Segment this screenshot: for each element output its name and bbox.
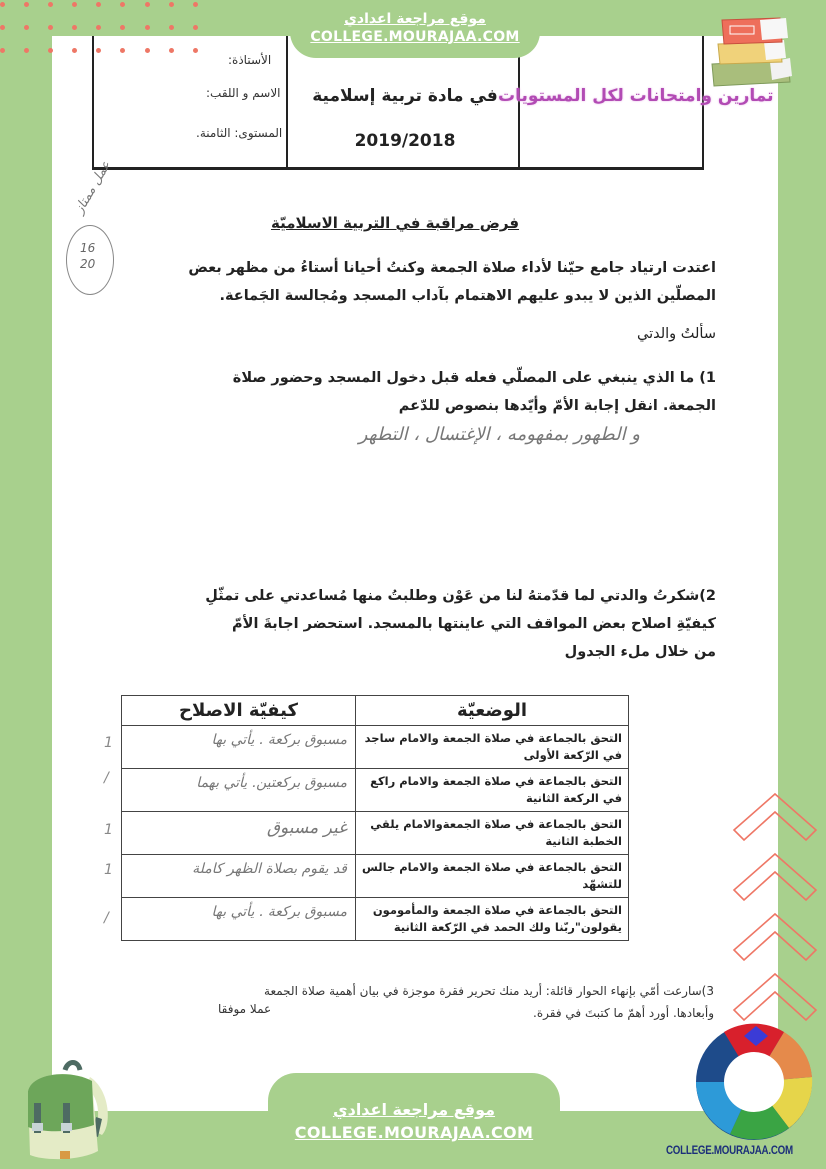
exam-title: فرض مراقبة في التربية الاسلاميّة <box>270 214 520 232</box>
question-2-line-2: كيفيّةِ اصلاح بعض المواقف التي عاينتها بالمسجد. استحضر اجابةَ الأمّ <box>232 616 716 632</box>
backpack-icon <box>10 1055 115 1165</box>
situation-cell: التحق بالجماعة في صلاة الجمعة والمأمومون يقولون"ربّنا ولك الحمد في الرّكعة الثانية <box>356 898 629 941</box>
question-1-line-1: 1) ما الذي ينبغي على المصلّي فعله قبل دخول المسجد وحضور صلاة <box>232 370 716 386</box>
grade-score <box>80 240 95 272</box>
fix-cell-handwritten: غير مسبوق <box>122 812 356 855</box>
wheel-site-url[interactable]: COLLEGE.MOURAJAA.COM <box>666 1145 793 1157</box>
fix-cell-handwritten: قد يقوم بصلاة الظهر كاملة <box>122 855 356 898</box>
question-2-line-1: 2)شكرتُ والدتي لما قدّمتهُ لنا من عَوْن وطلبتُ منها مُساعدتي على تمثّلِ <box>205 588 716 604</box>
promo-text: تمارين وامتحانات لكل المستويات <box>498 86 774 106</box>
row-mark: / <box>104 910 109 926</box>
fix-cell-handwritten: مسبوق بركعتين. يأتي بهما <box>122 769 356 812</box>
row-mark: / <box>104 770 109 786</box>
site-banner-bottom[interactable] <box>268 1073 560 1169</box>
situation-cell: التحق بالجماعة في صلاة الجمعة والامام ساجد في الرّكعة الأولى <box>356 726 629 769</box>
table-header-row <box>122 696 629 726</box>
books-icon <box>700 12 800 92</box>
school-year: 2019/2018 <box>354 131 456 151</box>
site-name-ar-bottom[interactable]: موقع مراجعة اعدادي <box>332 1100 496 1119</box>
question-3 <box>214 980 714 1024</box>
level-label: المستوى: الثامنة. <box>196 126 283 140</box>
question-3-line-2: وأبعادها. أورد أهمّ ما كتبتَ في فقرة. <box>533 1006 714 1020</box>
paper-page <box>52 36 778 1111</box>
fix-cell-handwritten: مسبوق بركعة . يأتي بها <box>122 726 356 769</box>
situations-table <box>121 695 629 941</box>
subjects-wheel-logo <box>694 1022 814 1142</box>
fix-cell-handwritten: مسبوق بركعة . يأتي بها <box>122 898 356 941</box>
question-1-line-2: الجمعة. انقل إجابة الأمّ وأيّدها بنصوص للدّعم <box>398 398 716 414</box>
column-header-situation: الوضعيّة <box>356 696 629 726</box>
column-header-fix: كيفيّة الاصلاح <box>122 696 356 726</box>
table-row <box>122 769 629 812</box>
situation-cell: التحق بالجماعة في صلاة الجمعة والامام راكع في الركعة الثانية <box>356 769 629 812</box>
intro-line-1: اعتدت ارتياد جامع حيّنا لأداء صلاة الجمعة وكنتُ أحيانا أستاءُ من مظهر بعض <box>188 260 716 276</box>
situation-cell: التحق بالجماعة في صلاة الجمعةوالامام يلقي الخطبة الثانية <box>356 812 629 855</box>
answer-1-handwritten: و الطهور بمفهومه ، الإغتسال ، التطهر <box>358 424 640 445</box>
table-row <box>122 726 629 769</box>
site-name-ar[interactable]: موقع مراجعة اعدادي <box>344 11 486 27</box>
question-3-line-1: 3)سارعت أمّي بإنهاء الحوار قائلة: أريد منك تحرير فقرة موجزة في بيان أهمية صلاة الجمعة <box>264 984 714 998</box>
closing-wish: عملا موفقا <box>218 1002 272 1016</box>
question-2-line-3: من خلال ملء الجدول <box>564 644 716 660</box>
table-row <box>122 812 629 855</box>
intro-line-2: المصلّين الذين لا يبدو عليهم الاهتمام بآداب المسجد ومُجالسة الجَماعة. <box>219 288 716 304</box>
score-value: 16 <box>80 241 96 255</box>
site-url[interactable]: COLLEGE.MOURAJAA.COM <box>310 29 520 45</box>
table-row <box>122 898 629 941</box>
asked-mother: سألتُ والدتي <box>636 326 716 342</box>
score-total: 20 <box>80 257 96 271</box>
chevron-up-icons <box>730 790 820 1040</box>
situation-cell: التحق بالجماعة في صلاة الجمعة والامام جالس للتشهّد <box>356 855 629 898</box>
site-banner-top[interactable] <box>290 0 540 58</box>
teacher-comment: عمل ممتاز <box>71 158 114 217</box>
row-mark: 1 <box>104 735 113 751</box>
row-mark: 1 <box>104 862 113 878</box>
row-mark: 1 <box>104 822 113 838</box>
name-label: الاسم و اللقب: <box>206 86 281 100</box>
subject-line: في مادة تربية إسلامية <box>312 86 498 106</box>
table-row <box>122 855 629 898</box>
site-url-bottom[interactable]: COLLEGE.MOURAJAA.COM <box>294 1123 534 1142</box>
teacher-label: الأستاذة: <box>228 53 272 67</box>
